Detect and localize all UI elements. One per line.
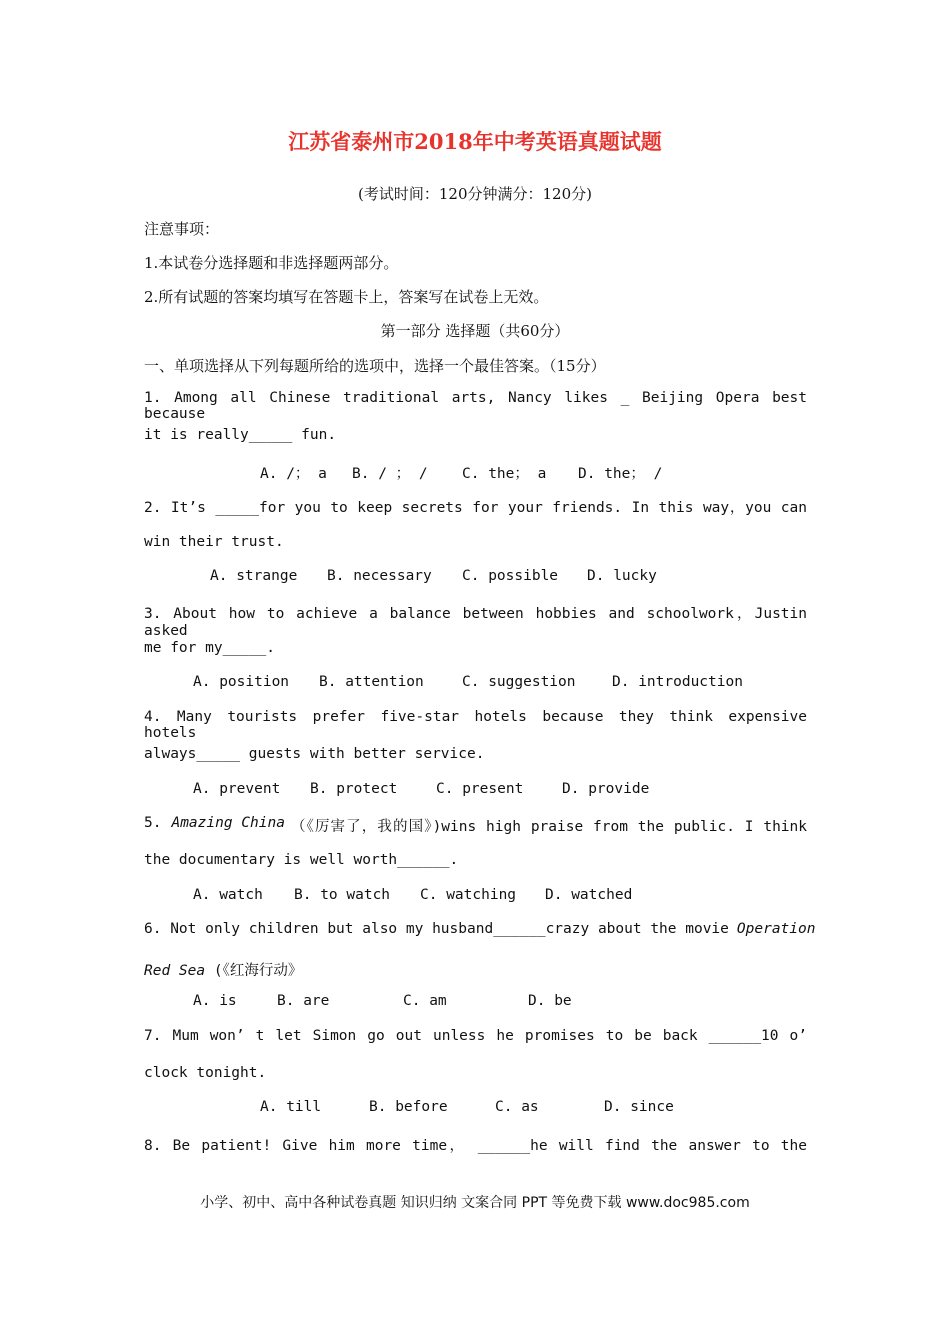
option-a: A. position [193, 674, 290, 690]
option-a: A. /； a [260, 466, 327, 482]
note-1: 1.本试卷分选择题和非选择题两部分。 [144, 254, 399, 272]
question-5-line-2: the documentary is well worth______. [144, 852, 459, 868]
question-6-text: 6. Not only children but also my husband______crazy about the movie [144, 921, 729, 937]
question-3-line-1: 3. About how to achieve a balance between hobbies and schoolwork，Justin asked [144, 606, 807, 639]
option-b: B. attention [319, 674, 424, 690]
note-2: 2.所有试题的答案均填写在答题卡上，答案写在试卷上无效。 [144, 288, 549, 306]
option-c: C. the； a [462, 466, 547, 482]
option-d: D. provide [562, 781, 650, 797]
question-5-line-1 [144, 815, 807, 836]
question-1-line-2: it is really_____ fun. [144, 427, 337, 443]
question-3-line-2: me for my_____. [144, 640, 275, 656]
question-5-text: （《厉害了，我的国》)wins high praise from the public. I think [290, 819, 807, 835]
part-1-heading: 第一部分 选择题（共60分） [380, 322, 570, 340]
question-6-line-1 [144, 921, 816, 937]
question-2-line-1: 2. It’s _____for you to keep secrets for your friends. In this way，you can [144, 500, 807, 516]
question-4-line-1: 4. Many tourists prefer five-star hotels because they think expensive hotels [144, 709, 807, 741]
question-6-film-title-part-2: Red Sea [144, 963, 206, 979]
option-a: A. watch [193, 887, 263, 903]
option-c: C. watching [420, 887, 517, 903]
option-c: C. possible [462, 568, 559, 584]
option-c: C. suggestion [462, 674, 576, 690]
option-b: B. are [277, 993, 330, 1009]
option-a: A. is [193, 993, 237, 1009]
question-2-line-2: win their trust. [144, 534, 284, 550]
option-b: B. protect [310, 781, 398, 797]
option-a: A. strange [210, 568, 298, 584]
option-b: B. to watch [294, 887, 391, 903]
option-d: D. since [604, 1099, 674, 1115]
question-5-number: 5. [144, 815, 162, 831]
page-footer: 小学、初中、高中各种试卷真题 知识归纳 文案合同 PPT 等免费下载 www.doc985.com [200, 1195, 750, 1211]
section-1-heading: 一、单项选择从下列每题所给的选项中，选择一个最佳答案。（15分） [144, 357, 606, 375]
option-b: B. necessary [327, 568, 432, 584]
question-8-line-1: 8. Be patient! Give him more time， ______he will find the answer to the [144, 1138, 807, 1154]
option-d: D. the； / [578, 466, 663, 482]
question-1-line-1: 1. Among all Chinese traditional arts, Nancy likes _ Beijing Opera best because [144, 390, 807, 422]
option-a: A. prevent [193, 781, 281, 797]
exam-duration: (考试时间：120分钟满分：120分) [358, 185, 592, 203]
question-4-line-2: always_____ guests with better service. [144, 746, 485, 762]
option-b: B. / ； / [352, 466, 428, 482]
option-c: C. as [495, 1099, 539, 1115]
question-5-film-title: Amazing China [171, 815, 285, 831]
question-6-film-title-part-1: Operation [736, 921, 816, 937]
option-c: C. present [436, 781, 524, 797]
question-6-line-2 [144, 959, 302, 980]
option-b: B. before [369, 1099, 448, 1115]
option-d: D. watched [545, 887, 633, 903]
question-7-line-1: 7. Mum won’ t let Simon go out unless he promises to be back ______10 o’ [144, 1028, 807, 1044]
option-c: C. am [403, 993, 447, 1009]
question-6-chinese-title: (《红海行动》 [213, 963, 303, 979]
exam-title: 江苏省泰州市2018年中考英语真题试题 [288, 129, 662, 154]
option-a: A. till [260, 1099, 322, 1115]
option-d: D. lucky [587, 568, 657, 584]
question-7-line-2: clock tonight. [144, 1065, 267, 1081]
notes-heading: 注意事项： [144, 220, 220, 238]
option-d: D. be [528, 993, 572, 1009]
option-d: D. introduction [612, 674, 743, 690]
